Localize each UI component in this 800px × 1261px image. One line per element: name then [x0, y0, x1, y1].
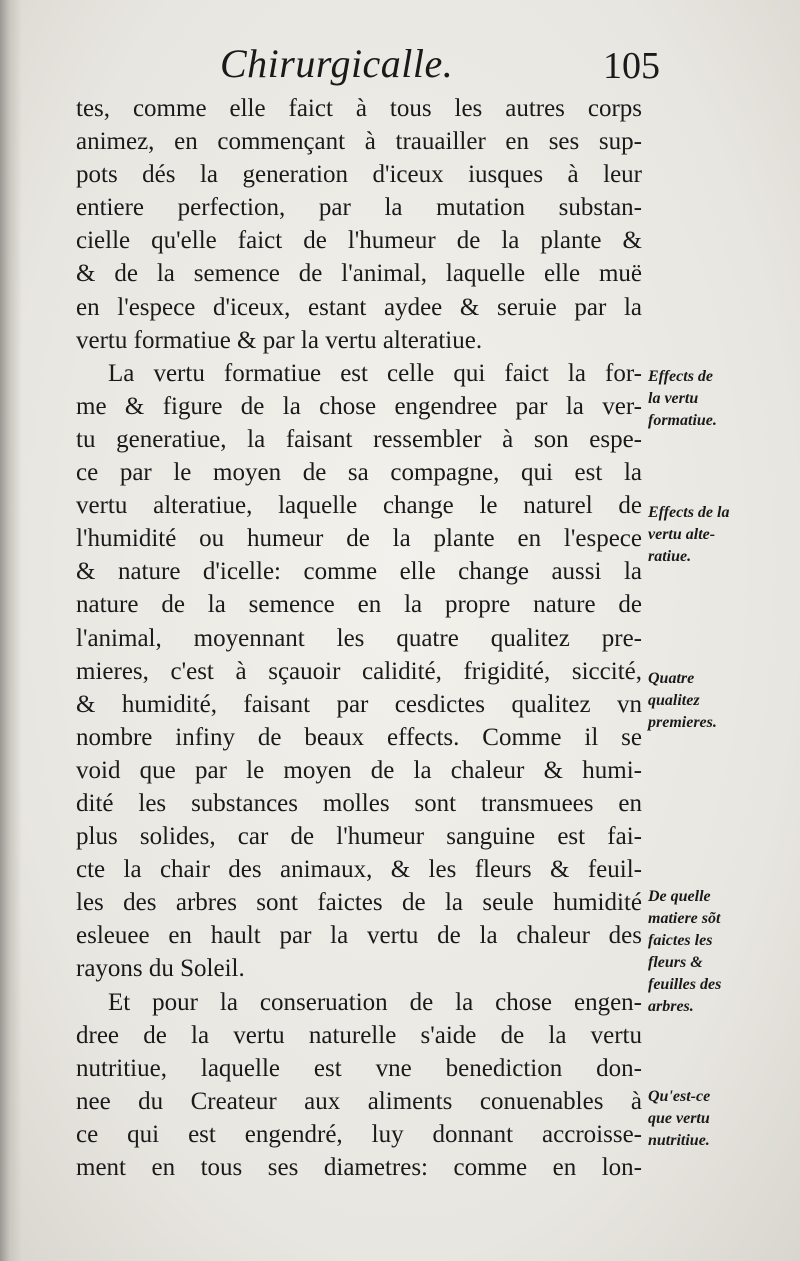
text-line: & humidité, faisant par cesdictes qualitez vn	[76, 690, 642, 718]
margin-note-line: Effects de la	[648, 504, 730, 521]
text-line: mieres, c'est à sçauoir calidité, frigidité, siccité,	[76, 657, 642, 685]
page-header	[70, 30, 660, 90]
margin-note-line: nutritiue.	[648, 1132, 710, 1149]
margin-note-line: Qu'est-ce	[648, 1088, 711, 1105]
text-line: en l'espece d'iceux, estant aydee & seruie par la	[76, 293, 642, 321]
margin-note-line: premieres.	[648, 714, 717, 731]
margin-note-line: arbres.	[648, 998, 694, 1015]
margin-note-nutritive-virtue	[648, 1086, 780, 1152]
text-line: La vertu formatiue est celle qui faict la for-	[108, 359, 642, 387]
margin-note-line: Quatre	[648, 670, 695, 687]
text-line: rayons du Soleil.	[76, 955, 245, 983]
text-line: void que par le moyen de la chaleur & humi-	[76, 756, 642, 784]
text-line: me & figure de la chose engendree par la ver-	[76, 392, 642, 420]
margin-note-flowers-leaves	[648, 886, 780, 1018]
text-line: pots dés la generation d'iceux iusques à leur	[76, 161, 642, 189]
page-gutter-shadow	[0, 0, 22, 1261]
text-line: & nature d'icelle: comme elle change aussi la	[76, 558, 642, 586]
margin-note-line: De quelle	[648, 888, 711, 905]
text-line: cielle qu'elle faict de l'humeur de la plante &	[76, 227, 642, 255]
text-line: animez, en commençant à trauailler en ses sup-	[76, 128, 642, 156]
text-line: nutritiue, laquelle est vne benediction don-	[76, 1054, 642, 1082]
text-line: vertu alteratiue, laquelle change le naturel de	[76, 492, 642, 520]
body-text	[76, 92, 642, 1184]
margin-note-line: la vertu	[648, 390, 699, 407]
text-line: Et pour la conseruation de la chose engen-	[108, 988, 642, 1016]
margin-note-line: feuilles des	[648, 976, 722, 993]
margin-note-line: matiere sõt	[648, 910, 721, 927]
margin-note-effects-alterative	[648, 502, 780, 568]
text-line: esleuee en hault par la vertu de la chaleur des	[76, 922, 642, 950]
text-line: nee du Createur aux aliments conuenables à	[76, 1087, 642, 1115]
text-line: plus solides, car de l'humeur sanguine est fai-	[76, 823, 642, 851]
text-line: dité les substances molles sont transmuees en	[76, 789, 642, 817]
running-title: Chirurgicalle.	[220, 41, 454, 86]
text-line: dree de la vertu naturelle s'aide de la vertu	[76, 1021, 642, 1049]
text-line: cte la chair des animaux, & les fleurs & feuil-	[76, 856, 642, 884]
text-line: les des arbres sont faictes de la seule humidité	[76, 889, 642, 917]
text-line: ce par le moyen de sa compagne, qui est la	[76, 459, 642, 487]
text-line: vertu formatiue & par la vertu alteratiue.	[76, 326, 483, 354]
text-line: tu generatiue, la faisant ressembler à son espe-	[76, 425, 642, 453]
page-number: 105	[603, 45, 660, 87]
margin-note-line: vertu alte-	[648, 526, 716, 543]
margin-note-line: qualitez	[648, 692, 700, 709]
margin-note-four-qualities	[648, 668, 780, 734]
margin-note-line: formatiue.	[648, 412, 717, 429]
margin-note-line: faictes les	[648, 932, 713, 949]
margin-note-line: ratiue.	[648, 548, 692, 565]
text-line: tes, comme elle faict à tous les autres corps	[76, 95, 642, 122]
margin-notes	[648, 0, 778, 1261]
text-line: nombre infiny de beaux effects. Comme il se	[76, 723, 642, 751]
margin-note-line: Effects de	[648, 368, 714, 385]
text-line: ment en tous ses diametres: comme en lon-	[76, 1154, 642, 1181]
margin-note-line: que vertu	[648, 1110, 710, 1127]
text-line: nature de la semence en la propre nature de	[76, 591, 642, 619]
text-line: ce qui est engendré, luy donnant accroisse-	[76, 1120, 642, 1148]
text-line: l'animal, moyennant les quatre qualitez pre-	[76, 624, 642, 652]
margin-note-line: fleurs &	[648, 954, 703, 971]
text-line: entiere perfection, par la mutation substan-	[76, 194, 642, 222]
margin-note-effects-formative	[648, 366, 780, 432]
text-line: & de la semence de l'animal, laquelle elle muë	[76, 260, 642, 288]
text-line: l'humidité ou humeur de la plante en l'espece	[76, 525, 642, 553]
